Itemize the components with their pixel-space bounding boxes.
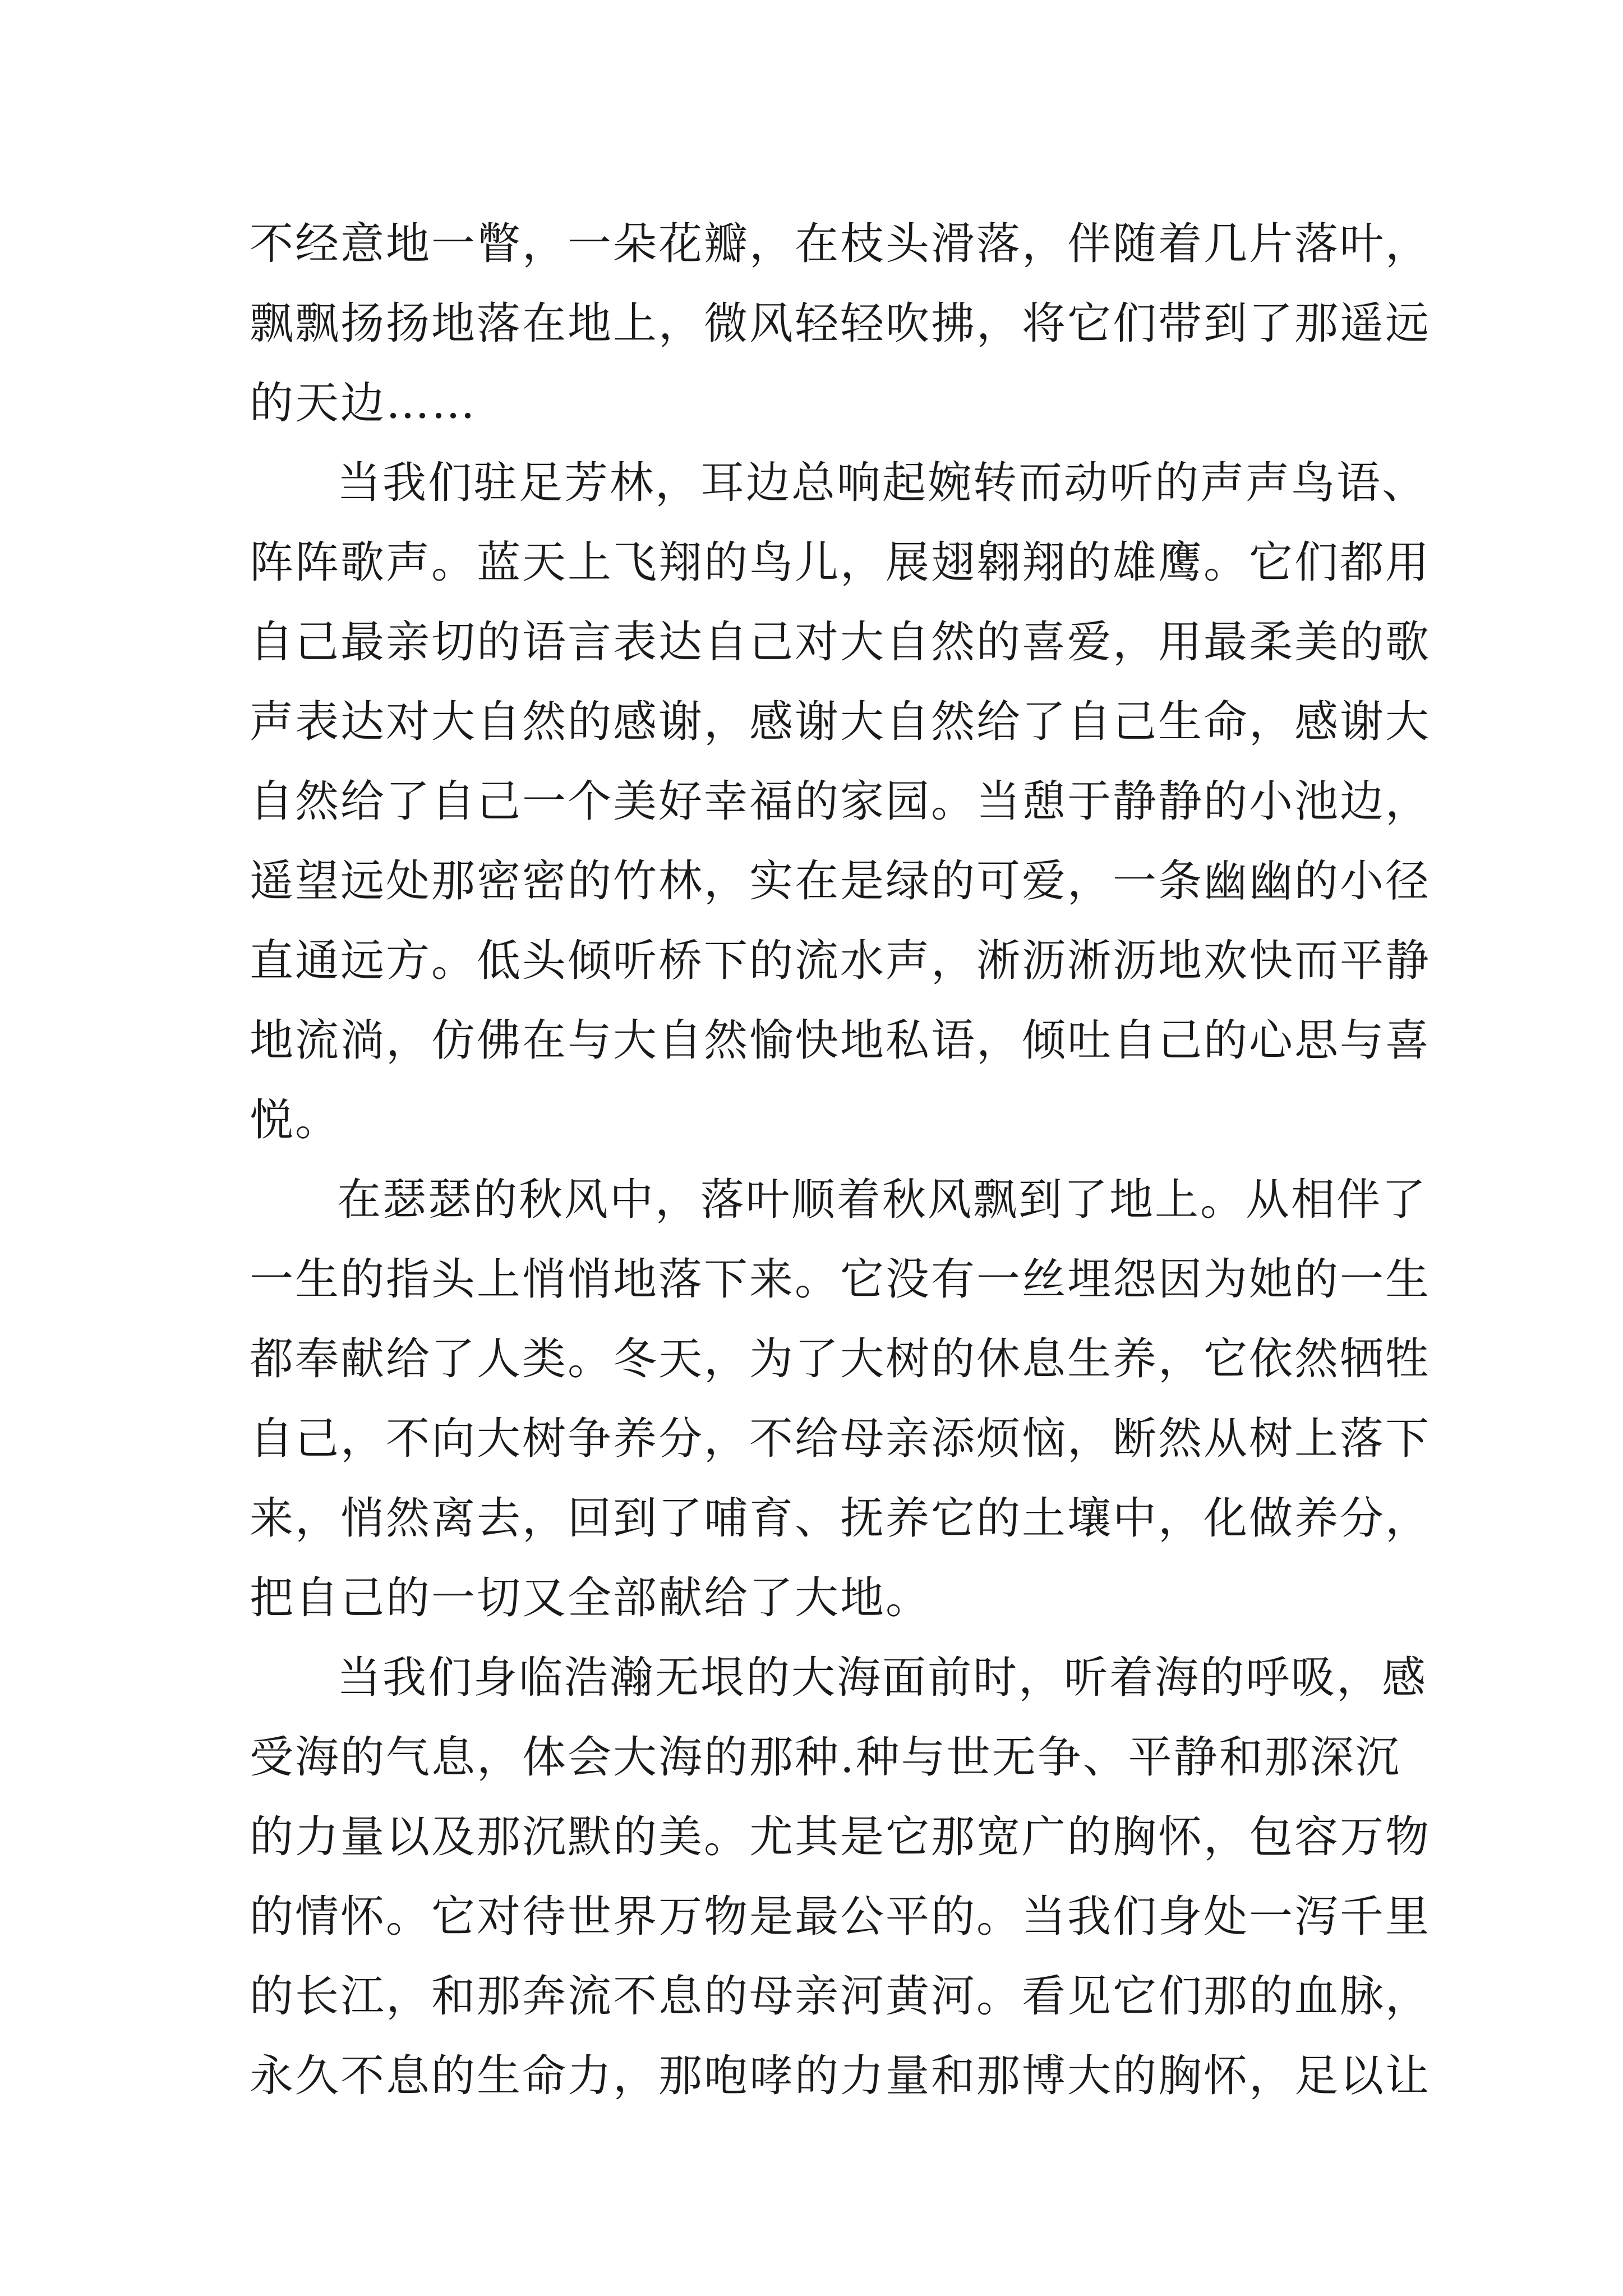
text-line: 都奉献给了人类。冬天，为了大树的休息生养，它依然牺牲	[250, 1334, 1431, 1384]
paragraph-autumn-leaves	[250, 1160, 1431, 1638]
document-body	[250, 204, 1431, 2116]
text-line: 一生的指头上悄悄地落下来。它没有一丝埋怨因为她的一生	[250, 1254, 1431, 1305]
text-line: 直通远方。低头倾听桥下的流水声，淅沥淅沥地欢快而平静	[250, 936, 1431, 986]
text-line: 地流淌，仿佛在与大自然愉快地私语，倾吐自己的心思与喜	[250, 1015, 1431, 1066]
text-line: 的力量以及那沉默的美。尤其是它那宽广的胸怀，包容万物	[250, 1812, 1431, 1862]
text-line: 的天边……	[250, 378, 477, 429]
paragraph-falling-petals	[250, 204, 1431, 443]
text-line: 当我们身临浩瀚无垠的大海面前时，听着海的呼吸，感	[337, 1653, 1428, 1703]
text-line: 自己，不向大树争养分，不给母亲添烦恼，断然从树上落下	[250, 1414, 1431, 1464]
text-line: 不经意地一瞥，一朵花瓣，在枝头滑落，伴随着几片落叶，	[250, 219, 1431, 269]
paragraph-birds-and-forest	[250, 443, 1431, 1160]
text-line: 阵阵歌声。蓝天上飞翔的鸟儿，展翅翱翔的雄鹰。它们都用	[250, 537, 1431, 588]
text-line: 自己最亲切的语言表达自己对大自然的喜爱，用最柔美的歌	[250, 617, 1431, 668]
text-line: 的长江，和那奔流不息的母亲河黄河。看见它们那的血脉，	[250, 1971, 1431, 2022]
text-line: 受海的气息，体会大海的那种.种与世无争、平静和那深沉	[250, 1732, 1401, 1783]
text-line: 在瑟瑟的秋风中，落叶顺着秋风飘到了地上。从相伴了	[337, 1175, 1428, 1225]
text-line: 声表达对大自然的感谢，感谢大自然给了自己生命，感谢大	[250, 697, 1431, 747]
text-line: 把自己的一切又全部献给了大地。	[250, 1573, 932, 1623]
text-line: 悦。	[250, 1095, 341, 1145]
text-line: 的情怀。它对待世界万物是最公平的。当我们身处一泻千里	[250, 1892, 1431, 1942]
text-line: 遥望远处那密密的竹林，实在是绿的可爱，一条幽幽的小径	[250, 856, 1431, 907]
text-line: 永久不息的生命力，那咆哮的力量和那博大的胸怀，足以让	[250, 2051, 1431, 2101]
text-line: 当我们驻足芳林，耳边总响起婉转而动听的声声鸟语、	[337, 458, 1428, 508]
text-line: 来，悄然离去，回到了哺育、抚养它的土壤中，化做养分，	[250, 1493, 1431, 1544]
paragraph-sea-and-rivers	[250, 1638, 1431, 2116]
text-line: 自然给了自己一个美好幸福的家园。当憩于静静的小池边，	[250, 776, 1431, 827]
text-line: 飘飘扬扬地落在地上，微风轻轻吹拂，将它们带到了那遥远	[250, 298, 1431, 349]
